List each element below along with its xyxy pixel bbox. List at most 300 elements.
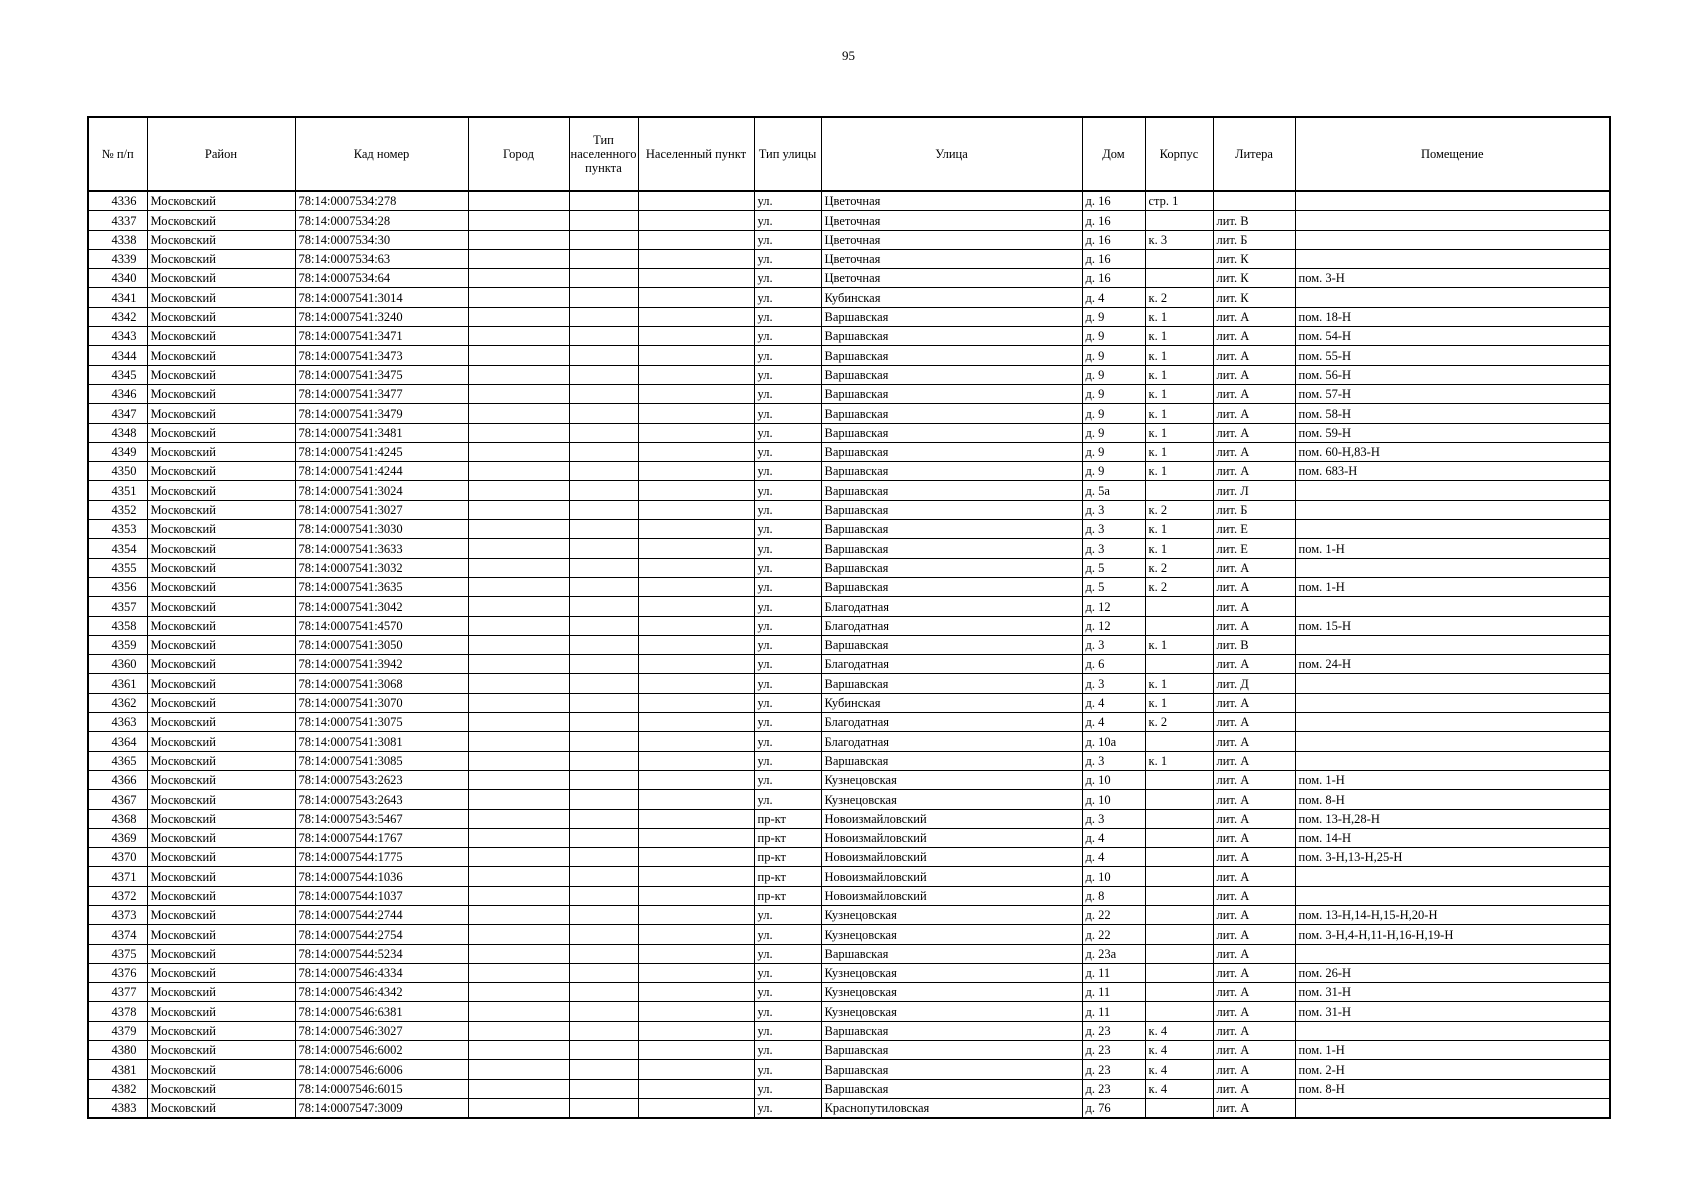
cell-building: к. 1 — [1145, 404, 1213, 423]
cell-cadastral-number: 78:14:0007544:1037 — [295, 886, 468, 905]
cell-street: Варшавская — [821, 307, 1082, 326]
cell-num: 4358 — [88, 616, 147, 635]
cell-street: Благодатная — [821, 616, 1082, 635]
cell-building — [1145, 828, 1213, 847]
cell-premises — [1295, 1021, 1610, 1040]
cell-num: 4345 — [88, 365, 147, 384]
cell-street: Варшавская — [821, 327, 1082, 346]
cell-street-type: ул. — [754, 597, 821, 616]
cell-city — [468, 770, 569, 789]
cell-settlement — [638, 520, 754, 539]
cell-building: к. 2 — [1145, 500, 1213, 519]
cell-district: Московский — [147, 1021, 295, 1040]
cell-premises — [1295, 732, 1610, 751]
cell-num: 4363 — [88, 713, 147, 732]
table-row — [88, 635, 1610, 654]
cell-letter: лит. А — [1213, 905, 1295, 924]
cell-letter: лит. А — [1213, 384, 1295, 403]
cell-letter: лит. А — [1213, 1021, 1295, 1040]
cell-district: Московский — [147, 655, 295, 674]
cell-house: д. 5а — [1082, 481, 1145, 500]
cell-street: Новоизмайловский — [821, 809, 1082, 828]
cell-cadastral-number: 78:14:0007541:3068 — [295, 674, 468, 693]
cell-street: Варшавская — [821, 1021, 1082, 1040]
cell-premises: пом. 13-Н,14-Н,15-Н,20-Н — [1295, 905, 1610, 924]
cell-house: д. 10 — [1082, 770, 1145, 789]
cell-street-type: ул. — [754, 249, 821, 268]
cell-street-type: ул. — [754, 770, 821, 789]
cell-house: д. 9 — [1082, 346, 1145, 365]
cell-letter: лит. А — [1213, 828, 1295, 847]
cell-premises — [1295, 751, 1610, 770]
cell-street-type: ул. — [754, 983, 821, 1002]
cell-cadastral-number: 78:14:0007541:3475 — [295, 365, 468, 384]
cell-settlement-type — [569, 1021, 638, 1040]
cell-street: Благодатная — [821, 597, 1082, 616]
cell-cadastral-number: 78:14:0007541:3477 — [295, 384, 468, 403]
cell-district: Московский — [147, 1002, 295, 1021]
cell-house: д. 23 — [1082, 1060, 1145, 1079]
cell-premises — [1295, 867, 1610, 886]
cell-house: д. 10а — [1082, 732, 1145, 751]
cell-house: д. 9 — [1082, 384, 1145, 403]
table-row — [88, 1021, 1610, 1040]
cell-settlement — [638, 1021, 754, 1040]
cell-building: к. 1 — [1145, 693, 1213, 712]
cell-letter: лит. А — [1213, 867, 1295, 886]
cell-settlement-type — [569, 346, 638, 365]
cell-letter: лит. Е — [1213, 539, 1295, 558]
cell-settlement-type — [569, 1098, 638, 1118]
cell-district: Московский — [147, 1098, 295, 1118]
page-number: 95 — [842, 48, 855, 63]
cell-city — [468, 905, 569, 924]
cell-letter: лит. А — [1213, 790, 1295, 809]
cell-settlement-type — [569, 230, 638, 249]
cell-letter: лит. А — [1213, 886, 1295, 905]
cell-city — [468, 713, 569, 732]
cell-letter: лит. А — [1213, 925, 1295, 944]
cell-house: д. 5 — [1082, 577, 1145, 596]
cell-settlement — [638, 770, 754, 789]
cell-district: Московский — [147, 307, 295, 326]
cell-settlement — [638, 462, 754, 481]
cell-street-type: ул. — [754, 963, 821, 982]
cell-street: Кузнецовская — [821, 963, 1082, 982]
cell-premises — [1295, 597, 1610, 616]
cell-city — [468, 327, 569, 346]
cell-house: д. 16 — [1082, 249, 1145, 268]
cell-settlement-type — [569, 655, 638, 674]
cell-house: д. 3 — [1082, 500, 1145, 519]
cell-district: Московский — [147, 751, 295, 770]
cell-street-type: ул. — [754, 1021, 821, 1040]
cell-settlement-type — [569, 944, 638, 963]
cell-street: Варшавская — [821, 577, 1082, 596]
cell-city — [468, 577, 569, 596]
cell-street: Варшавская — [821, 1079, 1082, 1098]
cell-street: Цветочная — [821, 211, 1082, 230]
cell-house: д. 9 — [1082, 462, 1145, 481]
cell-street-type: ул. — [754, 1041, 821, 1060]
cell-city — [468, 365, 569, 384]
cell-settlement — [638, 346, 754, 365]
cell-building — [1145, 616, 1213, 635]
cell-street: Кузнецовская — [821, 905, 1082, 924]
cell-street-type: ул. — [754, 269, 821, 288]
cell-city — [468, 462, 569, 481]
cell-district: Московский — [147, 809, 295, 828]
cell-settlement — [638, 597, 754, 616]
cell-num: 4367 — [88, 790, 147, 809]
cell-house: д. 3 — [1082, 635, 1145, 654]
cell-street: Варшавская — [821, 442, 1082, 461]
cell-building: к. 3 — [1145, 230, 1213, 249]
table-row — [88, 1041, 1610, 1060]
cell-settlement — [638, 404, 754, 423]
cell-premises: пом. 58-Н — [1295, 404, 1610, 423]
cell-building — [1145, 809, 1213, 828]
cell-cadastral-number: 78:14:0007541:3024 — [295, 481, 468, 500]
cell-settlement-type — [569, 905, 638, 924]
cell-num: 4361 — [88, 674, 147, 693]
table-row — [88, 384, 1610, 403]
cell-street-type: пр-кт — [754, 886, 821, 905]
property-register-table — [87, 116, 1611, 1119]
cell-settlement — [638, 616, 754, 635]
cell-district: Московский — [147, 365, 295, 384]
cell-city — [468, 1079, 569, 1098]
cell-building: к. 1 — [1145, 327, 1213, 346]
cell-settlement — [638, 230, 754, 249]
cell-settlement — [638, 1041, 754, 1060]
cell-num: 4348 — [88, 423, 147, 442]
cell-city — [468, 1002, 569, 1021]
cell-street: Кузнецовская — [821, 925, 1082, 944]
cell-premises — [1295, 693, 1610, 712]
cell-cadastral-number: 78:14:0007541:3085 — [295, 751, 468, 770]
cell-settlement-type — [569, 307, 638, 326]
cell-num: 4359 — [88, 635, 147, 654]
cell-num: 4380 — [88, 1041, 147, 1060]
cell-city — [468, 249, 569, 268]
cell-building: к. 1 — [1145, 751, 1213, 770]
cell-city — [468, 423, 569, 442]
cell-city — [468, 384, 569, 403]
cell-street-type: ул. — [754, 500, 821, 519]
cell-letter: лит. А — [1213, 558, 1295, 577]
cell-cadastral-number: 78:14:0007534:63 — [295, 249, 468, 268]
cell-city — [468, 867, 569, 886]
cell-district: Московский — [147, 269, 295, 288]
cell-building — [1145, 655, 1213, 674]
cell-district: Московский — [147, 481, 295, 500]
cell-city — [468, 635, 569, 654]
cell-settlement — [638, 365, 754, 384]
cell-num: 4347 — [88, 404, 147, 423]
cell-street: Кузнецовская — [821, 770, 1082, 789]
cell-district: Московский — [147, 327, 295, 346]
cell-street: Варшавская — [821, 481, 1082, 500]
cell-settlement — [638, 790, 754, 809]
cell-settlement — [638, 751, 754, 770]
cell-premises: пом. 1-Н — [1295, 770, 1610, 789]
cell-district: Московский — [147, 346, 295, 365]
cell-street: Новоизмайловский — [821, 886, 1082, 905]
cell-street: Варшавская — [821, 674, 1082, 693]
cell-street: Варшавская — [821, 944, 1082, 963]
cell-street-type: пр-кт — [754, 809, 821, 828]
cell-settlement-type — [569, 732, 638, 751]
cell-premises: пом. 13-Н,28-Н — [1295, 809, 1610, 828]
cell-building — [1145, 269, 1213, 288]
table-row — [88, 269, 1610, 288]
cell-num: 4370 — [88, 848, 147, 867]
cell-street: Благодатная — [821, 713, 1082, 732]
cell-settlement — [638, 500, 754, 519]
table-row — [88, 577, 1610, 596]
cell-street: Благодатная — [821, 655, 1082, 674]
cell-letter: лит. Б — [1213, 500, 1295, 519]
cell-premises: пом. 3-Н,4-Н,11-Н,16-Н,19-Н — [1295, 925, 1610, 944]
cell-house: д. 16 — [1082, 191, 1145, 211]
cell-district: Московский — [147, 249, 295, 268]
cell-settlement-type — [569, 1060, 638, 1079]
cell-settlement-type — [569, 423, 638, 442]
cell-street: Варшавская — [821, 1041, 1082, 1060]
table-row — [88, 905, 1610, 924]
cell-num: 4382 — [88, 1079, 147, 1098]
cell-premises: пом. 3-Н — [1295, 269, 1610, 288]
cell-num: 4350 — [88, 462, 147, 481]
cell-num: 4369 — [88, 828, 147, 847]
cell-district: Московский — [147, 462, 295, 481]
cell-house: д. 23а — [1082, 944, 1145, 963]
cell-premises — [1295, 713, 1610, 732]
cell-settlement — [638, 269, 754, 288]
table-row — [88, 597, 1610, 616]
table-row — [88, 809, 1610, 828]
table-row — [88, 674, 1610, 693]
cell-street-type: ул. — [754, 211, 821, 230]
table-row — [88, 1098, 1610, 1118]
cell-letter: лит. А — [1213, 577, 1295, 596]
cell-street: Варшавская — [821, 346, 1082, 365]
cell-settlement-type — [569, 751, 638, 770]
header-city: Город — [468, 117, 569, 191]
cell-street: Варшавская — [821, 558, 1082, 577]
cell-building: к. 2 — [1145, 288, 1213, 307]
cell-house: д. 10 — [1082, 790, 1145, 809]
cell-premises — [1295, 944, 1610, 963]
cell-district: Московский — [147, 713, 295, 732]
header-house: Дом — [1082, 117, 1145, 191]
cell-num: 4383 — [88, 1098, 147, 1118]
cell-num: 4339 — [88, 249, 147, 268]
cell-street: Варшавская — [821, 539, 1082, 558]
cell-settlement-type — [569, 616, 638, 635]
cell-settlement — [638, 423, 754, 442]
cell-premises: пом. 54-Н — [1295, 327, 1610, 346]
cell-street-type: ул. — [754, 307, 821, 326]
cell-street: Кузнецовская — [821, 983, 1082, 1002]
cell-settlement — [638, 925, 754, 944]
cell-premises: пом. 60-Н,83-Н — [1295, 442, 1610, 461]
cell-street-type: ул. — [754, 230, 821, 249]
cell-street: Варшавская — [821, 751, 1082, 770]
cell-house: д. 22 — [1082, 905, 1145, 924]
cell-city — [468, 597, 569, 616]
cell-premises — [1295, 500, 1610, 519]
cell-letter: лит. А — [1213, 423, 1295, 442]
cell-district: Московский — [147, 925, 295, 944]
table-row — [88, 230, 1610, 249]
cell-cadastral-number: 78:14:0007544:1036 — [295, 867, 468, 886]
cell-cadastral-number: 78:14:0007546:6381 — [295, 1002, 468, 1021]
cell-street-type: пр-кт — [754, 848, 821, 867]
cell-house: д. 4 — [1082, 693, 1145, 712]
cell-house: д. 4 — [1082, 828, 1145, 847]
cell-premises — [1295, 1098, 1610, 1118]
cell-premises — [1295, 230, 1610, 249]
table-row — [88, 249, 1610, 268]
cell-street-type: ул. — [754, 732, 821, 751]
cell-house: д. 3 — [1082, 751, 1145, 770]
cell-premises: пом. 14-Н — [1295, 828, 1610, 847]
cell-settlement — [638, 558, 754, 577]
cell-district: Московский — [147, 770, 295, 789]
cell-settlement — [638, 635, 754, 654]
cell-district: Московский — [147, 693, 295, 712]
cell-premises: пом. 1-Н — [1295, 1041, 1610, 1060]
cell-street-type: ул. — [754, 327, 821, 346]
cell-premises: пом. 31-Н — [1295, 1002, 1610, 1021]
cell-building: к. 4 — [1145, 1021, 1213, 1040]
header-building: Корпус — [1145, 117, 1213, 191]
cell-letter: лит. К — [1213, 288, 1295, 307]
cell-settlement-type — [569, 790, 638, 809]
cell-settlement — [638, 327, 754, 346]
cell-settlement-type — [569, 558, 638, 577]
cell-city — [468, 693, 569, 712]
cell-street: Варшавская — [821, 1060, 1082, 1079]
cell-settlement-type — [569, 1079, 638, 1098]
cell-district: Московский — [147, 520, 295, 539]
table-row — [88, 925, 1610, 944]
cell-settlement-type — [569, 500, 638, 519]
cell-street: Цветочная — [821, 191, 1082, 211]
cell-cadastral-number: 78:14:0007543:5467 — [295, 809, 468, 828]
header-district: Район — [147, 117, 295, 191]
cell-settlement-type — [569, 925, 638, 944]
cell-premises — [1295, 886, 1610, 905]
cell-house: д. 9 — [1082, 423, 1145, 442]
cell-cadastral-number: 78:14:0007541:3070 — [295, 693, 468, 712]
cell-street: Кубинская — [821, 693, 1082, 712]
cell-city — [468, 500, 569, 519]
cell-street: Варшавская — [821, 635, 1082, 654]
cell-building — [1145, 963, 1213, 982]
cell-building: к. 1 — [1145, 442, 1213, 461]
cell-house: д. 23 — [1082, 1041, 1145, 1060]
cell-street-type: ул. — [754, 674, 821, 693]
cell-building — [1145, 211, 1213, 230]
cell-letter — [1213, 191, 1295, 211]
cell-letter: лит. А — [1213, 1060, 1295, 1079]
cell-street: Благодатная — [821, 732, 1082, 751]
cell-street: Цветочная — [821, 230, 1082, 249]
cell-num: 4364 — [88, 732, 147, 751]
table-row — [88, 307, 1610, 326]
table-row — [88, 500, 1610, 519]
cell-premises: пом. 55-Н — [1295, 346, 1610, 365]
cell-letter: лит. А — [1213, 963, 1295, 982]
cell-num: 4349 — [88, 442, 147, 461]
cell-district: Московский — [147, 983, 295, 1002]
cell-building: к. 1 — [1145, 346, 1213, 365]
cell-street-type: ул. — [754, 404, 821, 423]
cell-premises: пом. 26-Н — [1295, 963, 1610, 982]
cell-city — [468, 230, 569, 249]
cell-street-type: ул. — [754, 442, 821, 461]
cell-settlement-type — [569, 211, 638, 230]
cell-settlement — [638, 944, 754, 963]
table-row — [88, 963, 1610, 982]
cell-street: Цветочная — [821, 269, 1082, 288]
cell-settlement — [638, 1079, 754, 1098]
cell-num: 4357 — [88, 597, 147, 616]
cell-house: д. 3 — [1082, 520, 1145, 539]
cell-settlement-type — [569, 770, 638, 789]
cell-street: Новоизмайловский — [821, 867, 1082, 886]
table-row — [88, 404, 1610, 423]
cell-premises — [1295, 191, 1610, 211]
cell-street: Кузнецовская — [821, 790, 1082, 809]
cell-num: 4353 — [88, 520, 147, 539]
cell-street-type: ул. — [754, 635, 821, 654]
cell-cadastral-number: 78:14:0007534:64 — [295, 269, 468, 288]
cell-house: д. 3 — [1082, 809, 1145, 828]
cell-letter: лит. А — [1213, 442, 1295, 461]
cell-city — [468, 307, 569, 326]
cell-city — [468, 848, 569, 867]
cell-settlement — [638, 288, 754, 307]
cell-cadastral-number: 78:14:0007534:278 — [295, 191, 468, 211]
cell-building: к. 4 — [1145, 1041, 1213, 1060]
cell-settlement — [638, 481, 754, 500]
table-row — [88, 1060, 1610, 1079]
cell-settlement-type — [569, 886, 638, 905]
cell-building — [1145, 848, 1213, 867]
cell-premises: пом. 57-Н — [1295, 384, 1610, 403]
cell-building — [1145, 790, 1213, 809]
cell-settlement — [638, 867, 754, 886]
cell-street: Варшавская — [821, 384, 1082, 403]
cell-settlement — [638, 886, 754, 905]
table-row — [88, 288, 1610, 307]
cell-street: Кубинская — [821, 288, 1082, 307]
cell-premises: пом. 24-Н — [1295, 655, 1610, 674]
cell-settlement — [638, 655, 754, 674]
cell-letter: лит. А — [1213, 770, 1295, 789]
cell-house: д. 12 — [1082, 597, 1145, 616]
cell-city — [468, 790, 569, 809]
table-body — [88, 191, 1610, 1118]
cell-cadastral-number: 78:14:0007544:1775 — [295, 848, 468, 867]
table-row — [88, 191, 1610, 211]
cell-street: Новоизмайловский — [821, 828, 1082, 847]
cell-house: д. 11 — [1082, 983, 1145, 1002]
